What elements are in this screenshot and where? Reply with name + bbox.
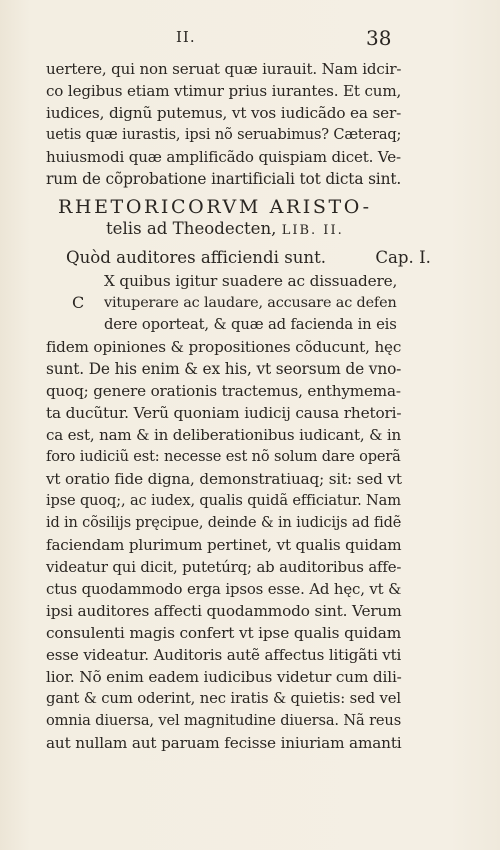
chapter-heading bbox=[66, 248, 431, 267]
text-line: iudices, dignũ putemus, vt vos iudicãdo ea ser- bbox=[46, 104, 402, 122]
text-line: ctus quodammodo erga ipsos esse. Ad hęc, vt & bbox=[46, 580, 402, 598]
text-line: lior. Nõ enim eadem iudicibus videtur cum dili- bbox=[46, 668, 402, 686]
text-line: huiusmodi quæ amplificãdo quispiam dicet. Ve- bbox=[46, 148, 401, 166]
chapter-number: Cap. I. bbox=[375, 248, 431, 267]
text-line: quoq; genere orationis tractemus, enthymema- bbox=[46, 382, 401, 400]
text-line: ipse quoq;, ac iudex, qualis quidã efficiatur. Nam bbox=[46, 492, 401, 509]
text-line: uertere, qui non seruat quæ iurauit. Nam idcir- bbox=[46, 60, 402, 78]
chapter-title: Quòd auditores afficiendi sunt. bbox=[66, 248, 327, 267]
text-line: id in cõsilijs pręcipue, deinde & in iudicijs ad fidẽ bbox=[46, 515, 402, 531]
text-line: aut nullam aut paruam fecisse iniuriam amanti bbox=[46, 734, 402, 752]
text-line: dere oporteat, & quæ ad facienda in eis bbox=[104, 316, 397, 333]
text-line: vituperare ac laudare, accusare ac defen bbox=[104, 295, 397, 311]
book-subtitle bbox=[106, 219, 344, 238]
text-line: consulenti magis confert vt ipse qualis quidam bbox=[46, 624, 402, 642]
text-line: esse videatur. Auditoris autẽ affectus litigãti vti bbox=[46, 646, 402, 664]
folio-number: 38 bbox=[366, 26, 392, 50]
text-line: co legibus etiam vtimur prius iurantes. Et cum, bbox=[46, 82, 402, 100]
book-title: RHETORICORVM ARISTO- bbox=[58, 196, 372, 218]
text-line: ipsi auditores affecti quodammodo sint. Verum bbox=[46, 602, 402, 620]
text-line: faciendam plurimum pertinet, vt qualis quidam bbox=[46, 536, 402, 554]
text-line: videatur qui dicit, putetúrq; ab auditoribus affe- bbox=[46, 558, 402, 576]
signature-mark: II. bbox=[176, 28, 196, 46]
text-line: fidem opiniones & propositiones cõducunt, hęc bbox=[46, 338, 402, 356]
text-line: uetis quæ iurastis, ipsi nõ seruabimus? Cæteraq; bbox=[46, 126, 402, 143]
page-header bbox=[0, 26, 500, 50]
text-line: ca est, nam & in deliberationibus iudicant, & in bbox=[46, 426, 402, 444]
text-line: sunt. De his enim & ex his, vt seorsum de vno- bbox=[46, 360, 402, 378]
text-line: foro iudiciũ est: necesse est nõ solum dare operã bbox=[46, 448, 401, 465]
book-subtitle-text: telis ad Theodecten, bbox=[106, 219, 277, 238]
book-number: LIB. II. bbox=[281, 223, 344, 238]
text-line: X quibus igitur suadere ac dissuadere, bbox=[104, 272, 398, 290]
text-line: omnia diuersa, vel magnitudine diuersa. Nã reus bbox=[46, 712, 402, 729]
text-line: rum de cõprobatione inartificiali tot dicta sint. bbox=[46, 170, 402, 188]
margin-letter: C bbox=[72, 293, 85, 312]
text-line: gant & cum oderint, nec iratis & quietis: sed vel bbox=[46, 690, 401, 707]
text-line: vt oratio fide digna, demonstratiuaq; sit: sed vt bbox=[46, 470, 402, 488]
text-line: ta ducũtur. Verũ quoniam iudicij causa rhetori- bbox=[46, 404, 402, 422]
